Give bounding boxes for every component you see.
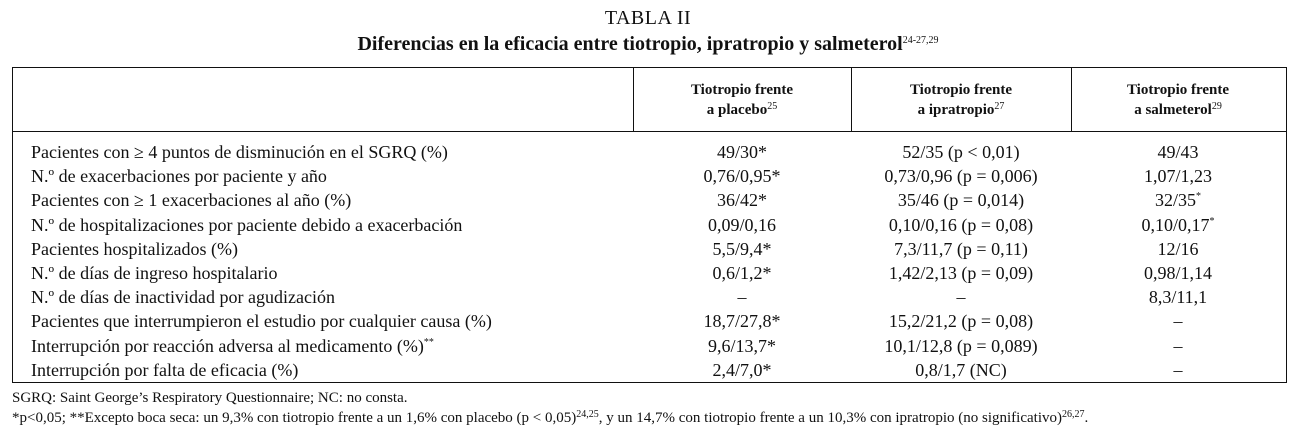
table-row bbox=[13, 358, 1286, 382]
cell-ipratropio: 10,1/12,8 (p = 0,089) bbox=[884, 335, 1038, 356]
column-header-line1: Tiotropio frente bbox=[1126, 82, 1230, 98]
cell-value: – bbox=[1173, 335, 1183, 356]
row-label-text: N.º de días de inactividad por agudización bbox=[31, 287, 335, 308]
cell-value: 12/16 bbox=[1157, 238, 1199, 259]
table-row bbox=[13, 188, 1286, 212]
row-label-text: Pacientes que interrumpieron el estudio por cualquier causa (%) bbox=[31, 311, 492, 332]
cell-value: – bbox=[1173, 359, 1183, 380]
cell-salmeterol bbox=[1071, 213, 1285, 237]
table-row bbox=[13, 309, 1286, 333]
cell-ipratropio: – bbox=[956, 287, 966, 308]
cell-value: 32/35 bbox=[1154, 190, 1196, 211]
table-title bbox=[0, 32, 1296, 56]
row-label-text: Interrupción por reacción adversa al medicamento (%) bbox=[31, 335, 424, 356]
row-label bbox=[31, 309, 492, 333]
row-label bbox=[31, 140, 448, 164]
cell-ipratropio: 0,73/0,96 (p = 0,006) bbox=[884, 166, 1038, 187]
column-header-line2 bbox=[633, 100, 851, 120]
cell-ref: * bbox=[1209, 215, 1215, 227]
cell-salmeterol bbox=[1071, 309, 1285, 333]
row-label-text: N.º de días de ingreso hospitalario bbox=[31, 262, 278, 283]
footnote-text-b: , y un 14,7% con tiotropio frente a un 10,3% con ipratropio (no significativo) bbox=[598, 410, 1062, 426]
cell-ipratropio: 52/35 (p < 0,01) bbox=[902, 142, 1020, 162]
footnote-ref: 26,27 bbox=[1062, 409, 1085, 420]
cell-value: 0,10/0,17 bbox=[1141, 214, 1210, 235]
cell-ipratropio: 15,2/21,2 (p = 0,08) bbox=[888, 311, 1034, 332]
cell-salmeterol bbox=[1071, 188, 1285, 212]
cell-placebo: 2,4/7,0* bbox=[712, 359, 772, 380]
table-footnotes bbox=[12, 388, 1088, 428]
table-body bbox=[13, 140, 1286, 382]
table-row bbox=[13, 213, 1286, 237]
row-label-ref: ** bbox=[423, 336, 434, 348]
footnote-significance bbox=[12, 408, 1088, 428]
cell-placebo: 0,76/0,95* bbox=[703, 166, 781, 187]
footnote-ref: 24,25 bbox=[576, 409, 599, 420]
row-label bbox=[31, 358, 298, 382]
column-header-line2-text: a placebo bbox=[706, 102, 768, 118]
cell-placebo: 49/30* bbox=[716, 142, 767, 162]
column-header-salmeterol bbox=[1071, 80, 1285, 120]
cell-salmeterol bbox=[1071, 261, 1285, 285]
cell-ipratropio: 0,10/0,16 (p = 0,08) bbox=[888, 214, 1034, 235]
cell-ipratropio: 1,42/2,13 (p = 0,09) bbox=[888, 262, 1034, 283]
column-header-ref: 29 bbox=[1211, 101, 1222, 112]
row-label bbox=[31, 213, 462, 237]
cell-placebo: 5,5/9,4* bbox=[712, 238, 772, 259]
cell-ipratropio: 35/46 (p = 0,014) bbox=[897, 190, 1025, 211]
cell-value: 49/43 bbox=[1157, 142, 1199, 162]
table-title-text: Diferencias en la eficacia entre tiotropio, ipratropio y salmeterol bbox=[357, 33, 903, 55]
row-label-text: N.º de exacerbaciones por paciente y año bbox=[31, 166, 327, 187]
row-label bbox=[31, 334, 434, 358]
footnote-text-c: . bbox=[1084, 410, 1089, 426]
row-label-text: N.º de hospitalizaciones por paciente debido a exacerbación bbox=[31, 214, 463, 235]
cell-ipratropio: 7,3/11,7 (p = 0,11) bbox=[894, 238, 1028, 259]
cell-value: – bbox=[1173, 311, 1183, 332]
cell-value: 1,07/1,23 bbox=[1143, 166, 1212, 187]
row-label-text: Interrupción por falta de eficacia (%) bbox=[31, 359, 299, 380]
table-row bbox=[13, 285, 1286, 309]
column-header-line1: Tiotropio frente bbox=[909, 82, 1013, 98]
column-header-line2 bbox=[1071, 100, 1285, 120]
row-label bbox=[31, 285, 335, 309]
cell-salmeterol bbox=[1071, 140, 1285, 164]
cell-salmeterol bbox=[1071, 237, 1285, 261]
cell-placebo: 9,6/13,7* bbox=[707, 335, 776, 356]
column-header-ipratropio bbox=[851, 80, 1071, 120]
footnote-abbreviations: SGRQ: Saint George’s Respiratory Questionnaire; NC: no consta. bbox=[12, 390, 408, 406]
cell-placebo: 0,6/1,2* bbox=[712, 262, 772, 283]
cell-ref: * bbox=[1196, 191, 1201, 203]
row-label bbox=[31, 188, 351, 212]
cell-value: 8,3/11,1 bbox=[1148, 287, 1208, 308]
cell-salmeterol bbox=[1071, 358, 1285, 382]
table-row bbox=[13, 237, 1286, 261]
row-label bbox=[31, 164, 327, 188]
cell-placebo: 36/42* bbox=[716, 190, 767, 211]
column-header-placebo bbox=[633, 80, 851, 120]
data-table bbox=[12, 67, 1287, 383]
column-header-line2-text: a salmeterol bbox=[1134, 102, 1212, 118]
cell-placebo: 18,7/27,8* bbox=[703, 311, 781, 332]
cell-placebo: 0,09/0,16 bbox=[707, 214, 776, 235]
cell-salmeterol bbox=[1071, 334, 1285, 358]
cell-value: 0,98/1,14 bbox=[1143, 262, 1212, 283]
cell-placebo: – bbox=[737, 287, 747, 308]
footnote-text-a: *p<0,05; **Excepto boca seca: un 9,3% con tiotropio frente a un 1,6% con placebo (p < 0,05) bbox=[12, 410, 577, 426]
column-header-ref: 25 bbox=[767, 101, 778, 112]
row-label-text: Pacientes con ≥ 1 exacerbaciones al año (%) bbox=[31, 190, 352, 211]
table-row bbox=[13, 261, 1286, 285]
table-title-refs: 24-27,29 bbox=[902, 35, 939, 46]
row-label-text: Pacientes hospitalizados (%) bbox=[31, 238, 238, 259]
column-header-ref: 27 bbox=[994, 101, 1005, 112]
row-label bbox=[31, 237, 238, 261]
cell-salmeterol bbox=[1071, 164, 1285, 188]
row-label bbox=[31, 261, 278, 285]
table-row bbox=[13, 334, 1286, 358]
table-row bbox=[13, 164, 1286, 188]
column-header-line2 bbox=[851, 100, 1071, 120]
row-label-text: Pacientes con ≥ 4 puntos de disminución en el SGRQ (%) bbox=[31, 142, 448, 162]
column-header-line1: Tiotropio frente bbox=[690, 82, 794, 98]
table-row bbox=[13, 140, 1286, 164]
cell-ipratropio: 0,8/1,7 (NC) bbox=[915, 359, 1007, 380]
table-header bbox=[13, 68, 1286, 132]
column-header-line2-text: a ipratropio bbox=[917, 102, 995, 118]
table-label: TABLA II bbox=[604, 7, 692, 29]
cell-salmeterol bbox=[1071, 285, 1285, 309]
